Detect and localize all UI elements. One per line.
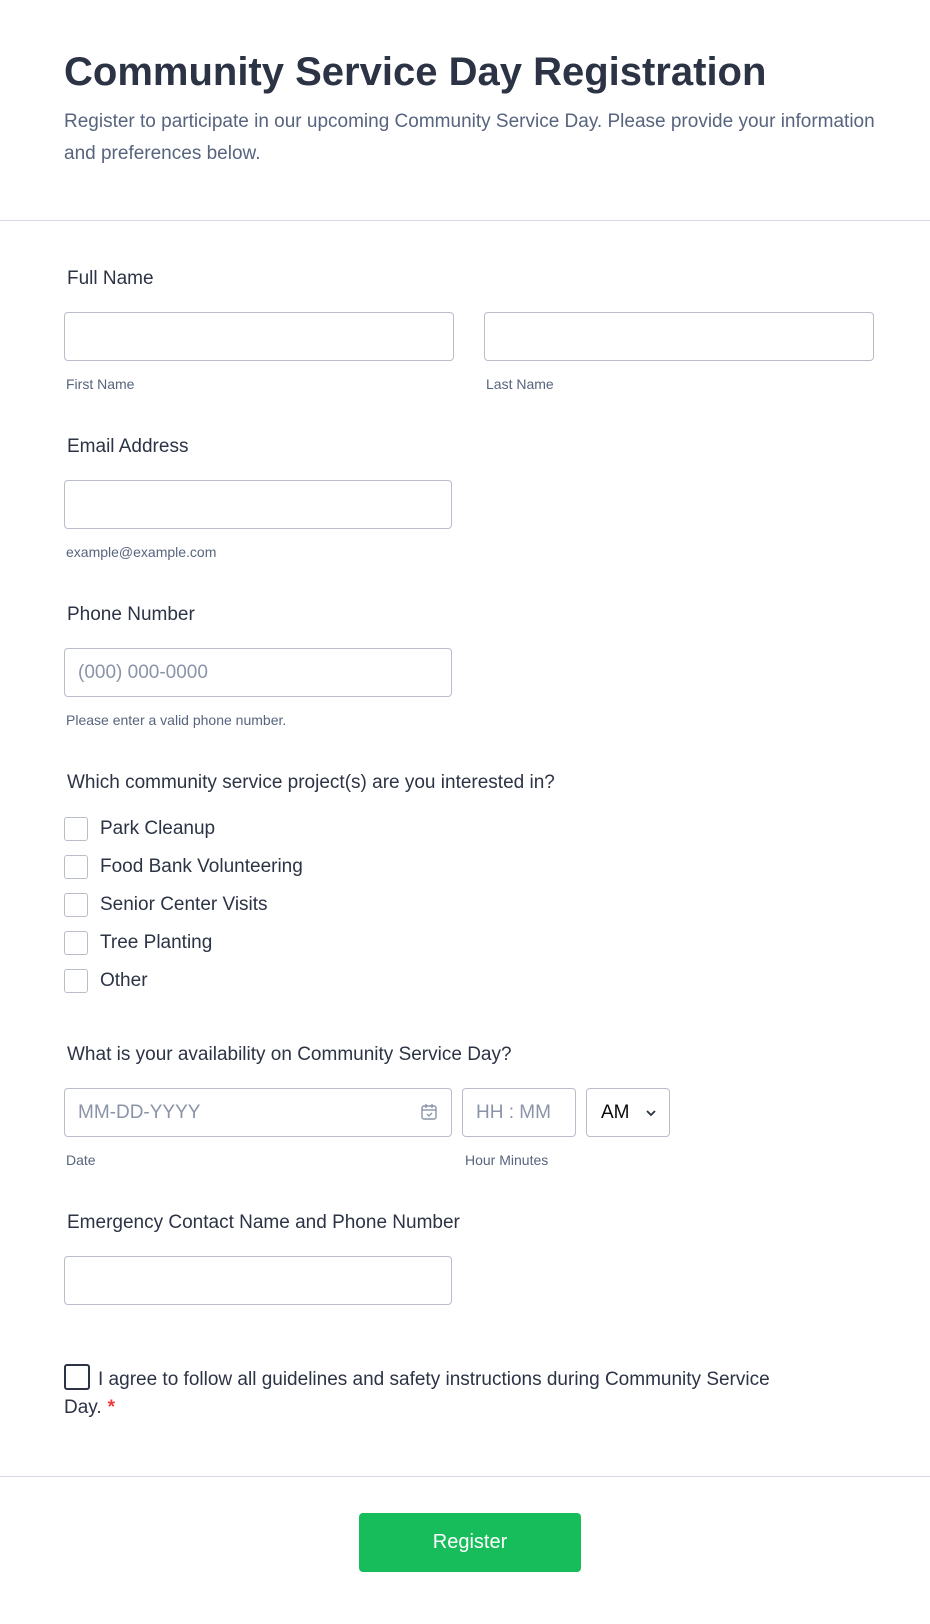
last-name-input[interactable]: [484, 312, 874, 361]
form-header: [0, 0, 930, 221]
option-label: Tree Planting: [100, 932, 213, 953]
agreement-checkbox[interactable]: [64, 1364, 90, 1390]
calendar-icon[interactable]: [420, 1103, 438, 1121]
option-park-cleanup[interactable]: [64, 816, 215, 842]
full-name-label: Full Name: [67, 268, 154, 289]
date-picker: [64, 1088, 452, 1137]
footer-divider: [0, 1476, 930, 1477]
email-label: Email Address: [67, 436, 189, 457]
emergency-contact-input[interactable]: [64, 1256, 452, 1305]
option-label: Park Cleanup: [100, 818, 216, 839]
time-sublabel: Hour Minutes: [465, 1152, 549, 1168]
option-label: Other: [100, 970, 148, 991]
agreement-field: [64, 1364, 804, 1422]
phone-input[interactable]: [64, 648, 452, 697]
required-mark: *: [107, 1397, 116, 1418]
form-description: Register to participate in our upcoming Community Service Day. Please provide your information and preferences below.: [64, 111, 875, 164]
agreement-text: I agree to follow all guidelines and safety instructions during Community Service Day.: [64, 1369, 770, 1418]
checkbox[interactable]: [64, 893, 88, 917]
checkbox[interactable]: [64, 855, 88, 879]
checkbox[interactable]: [64, 817, 88, 841]
time-input[interactable]: [462, 1088, 576, 1137]
chevron-down-icon: [645, 1107, 657, 1119]
checkbox[interactable]: [64, 931, 88, 955]
last-name-sublabel: Last Name: [486, 376, 554, 392]
option-label: Food Bank Volunteering: [100, 856, 303, 877]
ampm-select[interactable]: [586, 1088, 670, 1137]
date-input[interactable]: [64, 1088, 452, 1137]
availability-label: What is your availability on Community Service Day?: [67, 1044, 512, 1065]
phone-sublabel: Please enter a valid phone number.: [66, 712, 287, 728]
option-label: Senior Center Visits: [100, 894, 268, 915]
register-button[interactable]: Register: [359, 1513, 581, 1572]
option-other[interactable]: [64, 968, 148, 994]
option-tree-planting[interactable]: [64, 930, 212, 956]
email-input[interactable]: [64, 480, 452, 529]
checkbox[interactable]: [64, 969, 88, 993]
projects-label: Which community service project(s) are you interested in?: [67, 772, 555, 793]
first-name-input[interactable]: [64, 312, 454, 361]
emergency-contact-label: Emergency Contact Name and Phone Number: [67, 1212, 460, 1233]
first-name-sublabel: First Name: [66, 376, 135, 392]
ampm-value: AM: [601, 1101, 630, 1123]
page-title: Community Service Day Registration: [64, 50, 767, 94]
option-senior-center[interactable]: [64, 892, 268, 918]
email-sublabel: example@example.com: [66, 544, 217, 560]
phone-label: Phone Number: [67, 604, 195, 625]
option-food-bank[interactable]: [64, 854, 303, 880]
date-sublabel: Date: [66, 1152, 96, 1168]
